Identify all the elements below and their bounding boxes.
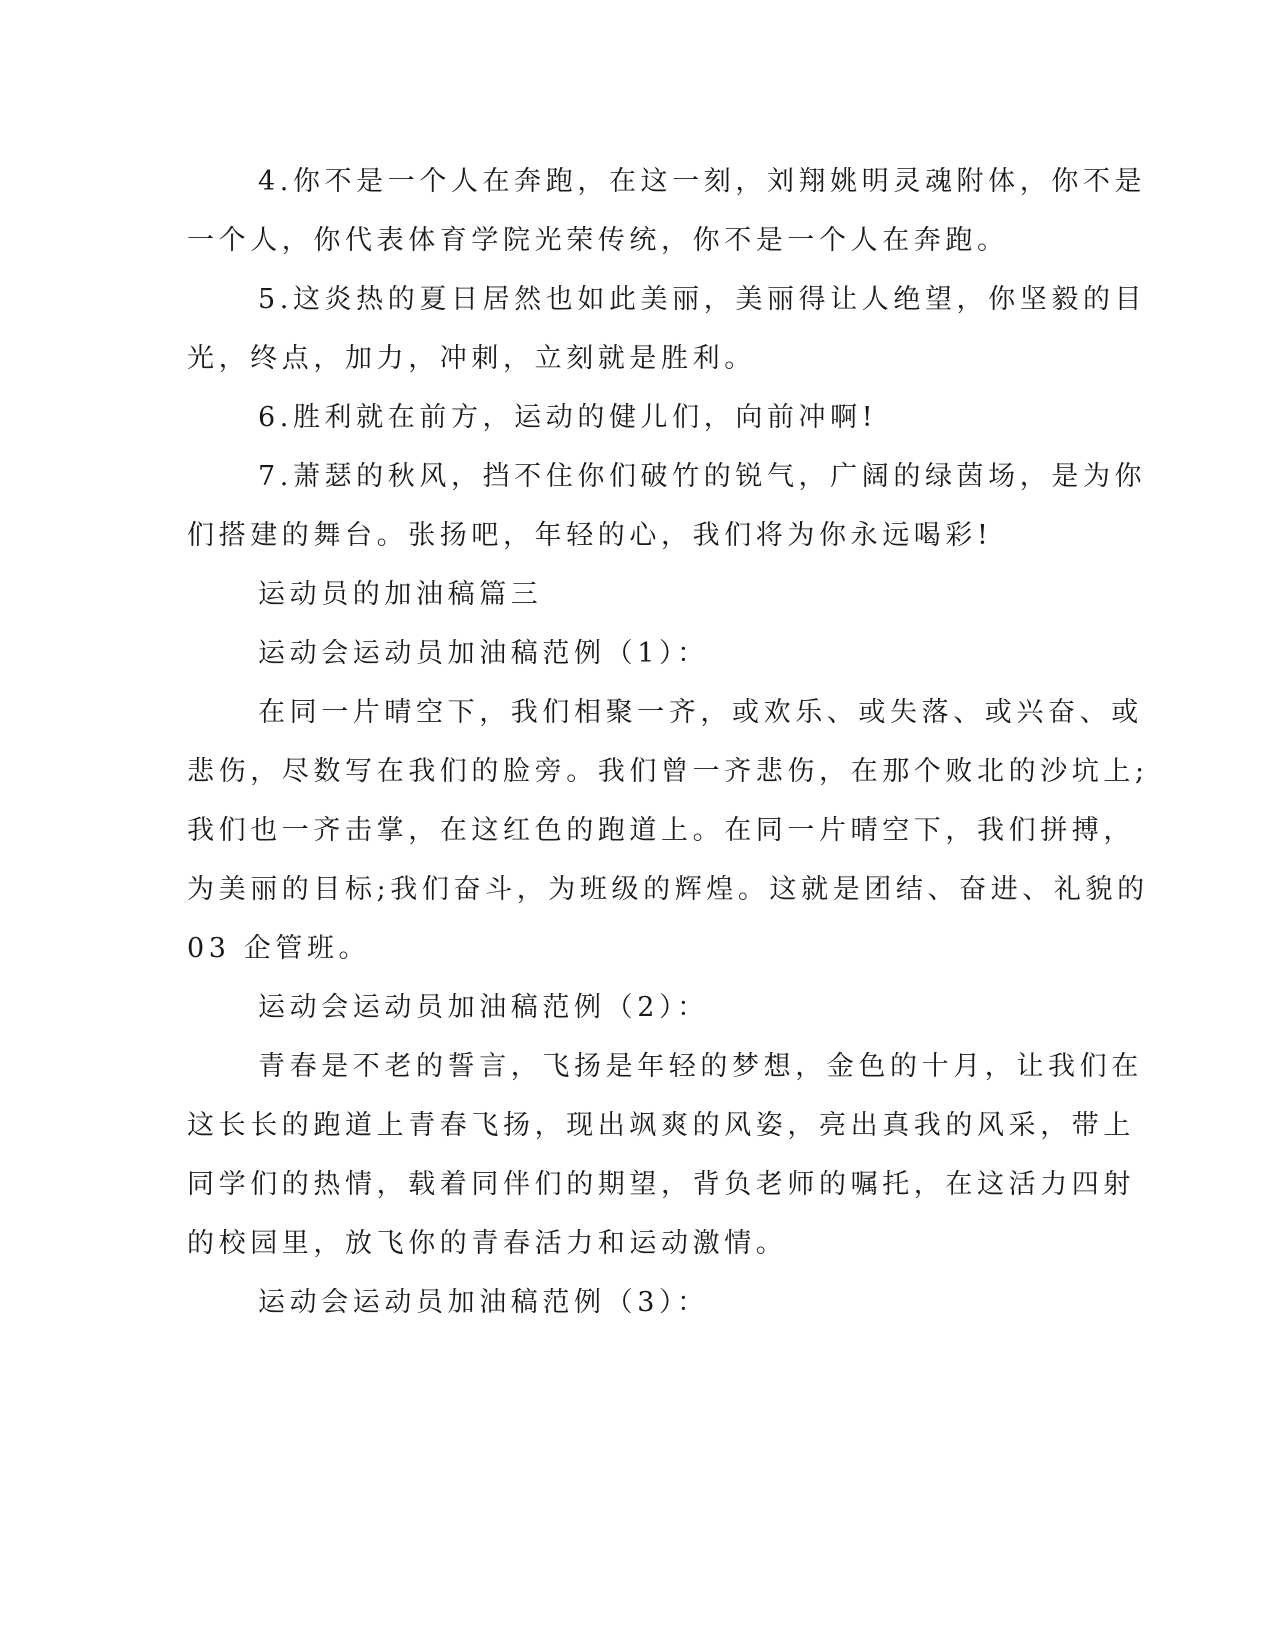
example-1-heading: 运动会运动员加油稿范例（1）：	[258, 638, 709, 669]
example-1-line-2: 悲伤，尽数写在我们的脸旁。我们曾一齐悲伤，在那个败北的沙坑上;	[187, 756, 1149, 787]
example-1-line-4: 为美丽的目标;我们奋斗，为班级的辉煌。这就是团结、奋进、礼貌的	[187, 874, 1149, 905]
example-1-line-1: 在同一片晴空下，我们相聚一齐，或欢乐、或失落、或兴奋、或	[258, 697, 1143, 728]
section-heading: 运动员的加油稿篇三	[258, 579, 543, 610]
example-2-line-1: 青春是不老的誓言，飞扬是年轻的梦想，金色的十月，让我们在	[258, 1051, 1143, 1082]
paragraph-4-line-2: 一个人，你代表体育学院光荣传统，你不是一个人在奔跑。	[187, 225, 1009, 256]
paragraph-4-line-1: 4.你不是一个人在奔跑，在这一刻，刘翔姚明灵魂附体，你不是	[258, 166, 1147, 197]
example-2-line-2: 这长长的跑道上青春飞扬，现出飒爽的风姿，亮出真我的风采，带上	[187, 1110, 1135, 1141]
paragraph-7-line-1: 7.萧瑟的秋风，挡不住你们破竹的锐气，广阔的绿茵场，是为你	[258, 461, 1147, 492]
example-3-heading: 运动会运动员加油稿范例（3）：	[258, 1287, 709, 1318]
example-2-line-3: 同学们的热情，载着同伴们的期望，背负老师的嘱托，在这活力四射	[187, 1169, 1135, 1200]
example-1-line-5: 03 企管班。	[187, 933, 371, 964]
example-2-heading: 运动会运动员加油稿范例（2）：	[258, 992, 709, 1023]
paragraph-7-line-2: 们搭建的舞台。张扬吧，年轻的心，我们将为你永远喝彩!	[187, 520, 993, 551]
example-1-line-3: 我们也一齐击掌，在这红色的跑道上。在同一片晴空下，我们拼搏，	[187, 815, 1135, 846]
example-2-line-4: 的校园里，放飞你的青春活力和运动激情。	[187, 1228, 788, 1259]
paragraph-5-line-2: 光，终点，加力，冲刺，立刻就是胜利。	[187, 343, 756, 374]
paragraph-6-line-1: 6.胜利就在前方，运动的健儿们，向前冲啊!	[258, 402, 878, 433]
paragraph-5-line-1: 5.这炎热的夏日居然也如此美丽，美丽得让人绝望，你坚毅的目	[258, 284, 1147, 315]
